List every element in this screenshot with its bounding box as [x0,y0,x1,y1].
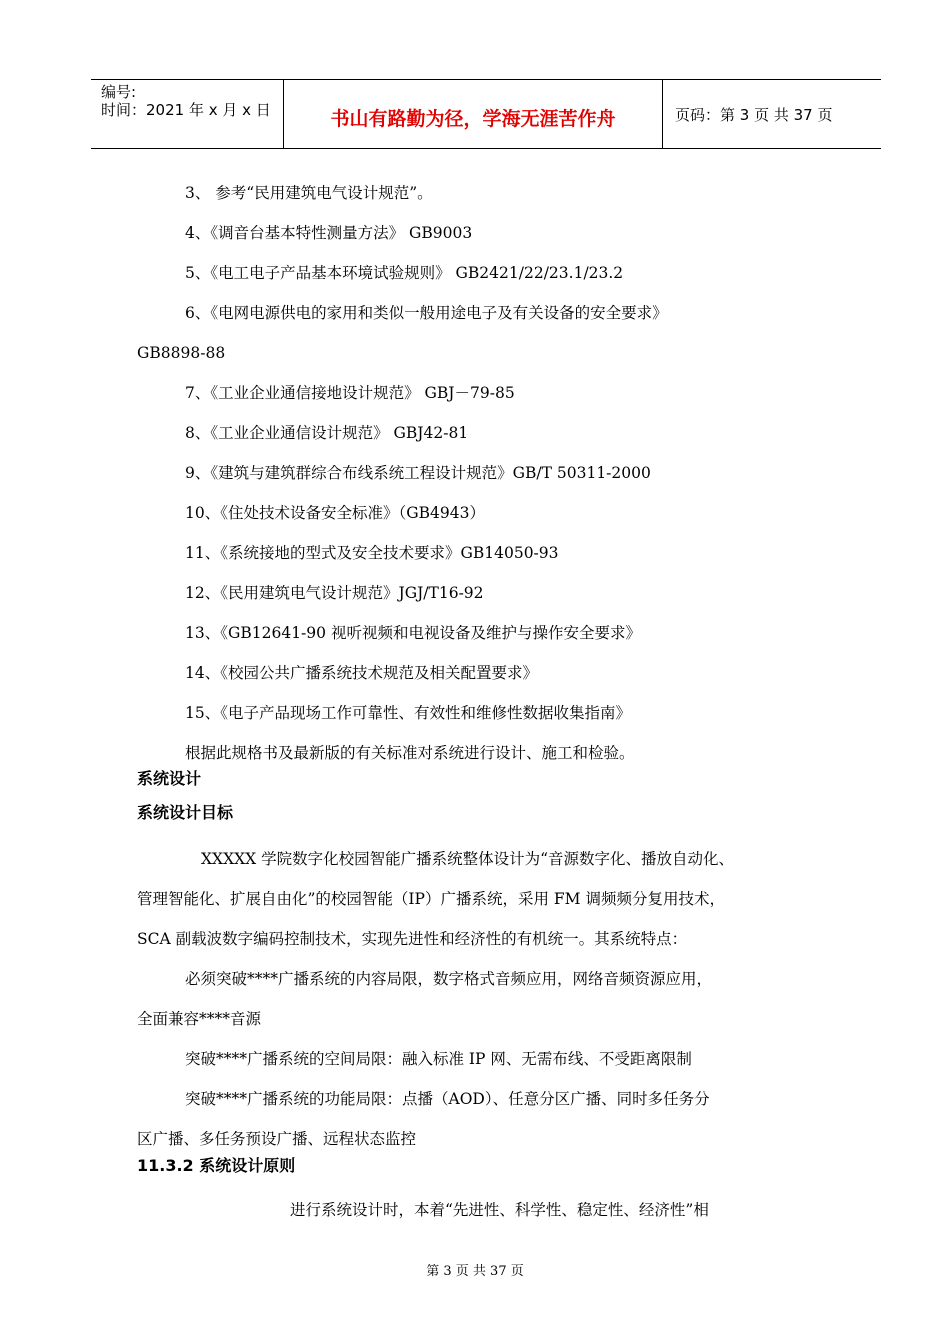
reference-item: 7、《工业企业通信接地设计规范》 GBJ－79-85 [185,384,515,402]
feature-item: 突破****广播系统的功能局限：点播（AOD）、任意分区广播、同时多任务分 [185,1090,710,1108]
body-paragraph: 根据此规格书及最新版的有关标准对系统进行设计、施工和检验。 [185,744,635,762]
document-number-label: 编号: [101,83,137,101]
body-paragraph: XXXXX 学院数字化校园智能广播系统整体设计为“音源数字化、播放自动化、 [201,850,735,868]
feature-item-continuation: 区广播、多任务预设广播、远程状态监控 [137,1130,417,1148]
document-time-label: 时间：2021 年 x 月 x 日 [101,101,271,119]
body-paragraph: 进行系统设计时，本着“先进性、科学性、稳定性、经济性”相 [290,1201,709,1219]
header-motto: 书山有路勤为径，学海无涯苦作舟 [330,108,616,130]
feature-item: 必须突破****广播系统的内容局限，数字格式音频应用，网络音频资源应用， [185,970,713,988]
reference-item: 14、《校园公共广播系统技术规范及相关配置要求》 [185,664,538,682]
body-paragraph: 管理智能化、扩展自由化”的校园智能（IP）广播系统，采用 FM 调频频分复用技术， [137,890,725,908]
reference-item: 5、《电工电子产品基本环境试验规则》 GB2421/22/23.1/23.2 [185,264,624,282]
header-meta [101,83,283,119]
reference-item: 6、《电网电源供电的家用和类似一般用途电子及有关设备的安全要求》 [185,304,668,322]
reference-item: 15、《电子产品现场工作可靠性、有效性和维修性数据收集指南》 [185,704,631,722]
reference-item: 3、 参考“民用建筑电气设计规范”。 [185,184,433,202]
feature-item: 突破****广播系统的空间局限：融入标准 IP 网、无需布线、不受距离限制 [185,1050,692,1068]
section-heading: 系统设计 [137,769,202,788]
header-page-number: 页码：第 3 页 共 37 页 [675,106,833,124]
reference-item: 12、《民用建筑电气设计规范》JGJ/T16-92 [185,584,484,602]
reference-item: 13、《GB12641-90 视听视频和电视设备及维护与操作安全要求》 [185,624,641,642]
page-footer: 第 3 页 共 37 页 [426,1264,524,1279]
reference-item: 11、《系统接地的型式及安全技术要求》GB14050-93 [185,544,559,562]
reference-item-continuation: GB8898-88 [137,344,226,362]
reference-item: 10、《住处技术设备安全标准》（GB4943） [185,504,485,522]
reference-item: 4、《调音台基本特性测量方法》 GB9003 [185,224,473,242]
reference-item: 8、《工业企业通信设计规范》 GBJ42-81 [185,424,469,442]
reference-item: 9、《建筑与建筑群综合布线系统工程设计规范》GB/T 50311-2000 [185,464,651,482]
body-paragraph: SCA 副载波数字编码控制技术，实现先进性和经济性的有机统一。其系统特点： [137,930,688,948]
page-header [91,79,881,149]
subsection-heading: 系统设计目标 [137,803,234,822]
feature-item-continuation: 全面兼容****音源 [137,1010,262,1028]
subsection-heading: 11.3.2 系统设计原则 [137,1156,296,1175]
header-divider [662,80,663,148]
